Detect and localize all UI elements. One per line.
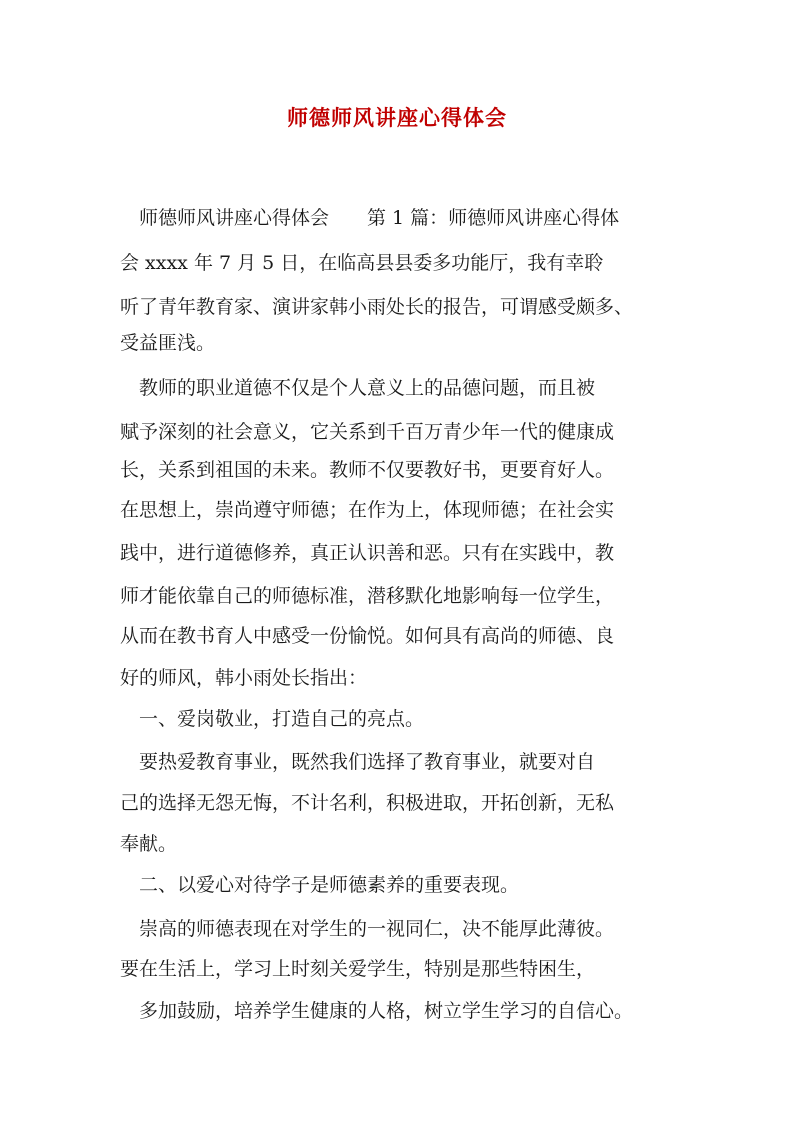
paragraph-line: 长，关系到祖国的未来。教师不仅要教好书，更要育好人。 <box>120 459 615 481</box>
paragraph-line: 要热爱教育事业，既然我们选择了教育事业，就要对自 <box>120 751 596 773</box>
paragraph-line: 会 xxxx 年 7 月 5 日，在临高县县委多功能厅，我有幸聆 <box>120 252 604 274</box>
paragraph-line: 奉献。 <box>120 833 178 855</box>
paragraph-line: 赋予深刻的社会意义，它关系到千百万青少年一代的健康成 <box>120 421 615 443</box>
paragraph-line: 要在生活上，学习上时刻关爱学生，特别是那些特困生， <box>120 958 596 980</box>
paragraph-line: 崇高的师德表现在对学生的一视同仁，决不能厚此薄彼。 <box>120 918 615 940</box>
paragraph-line: 从而在教书育人中感受一份愉悦。如何具有高尚的师德、良 <box>120 625 615 647</box>
section-heading: 一、爱岗敬业，打造自己的亮点。 <box>120 708 425 730</box>
document-title: 师德师风讲座心得体会 <box>287 105 507 130</box>
paragraph-line: 师才能依靠自己的师德标准，潜移默化地影响每一位学生， <box>120 585 615 607</box>
paragraph-line: 多加鼓励，培养学生健康的人格，树立学生学习的自信心。 <box>120 1000 634 1022</box>
paragraph-line: 受益匪浅。 <box>120 332 216 354</box>
paragraph-line: 在思想上，崇尚遵守师德；在作为上，体现师德；在社会实 <box>120 499 615 521</box>
paragraph-line: 己的选择无怨无悔，不计名利，积极进取，开拓创新，无私 <box>120 792 615 814</box>
paragraph-line: 好的师风，韩小雨处长指出： <box>120 667 368 689</box>
paragraph-line: 践中，进行道德修养，真正认识善和恶。只有在实践中，教 <box>120 542 615 564</box>
section-heading: 二、以爱心对待学子是师德素养的重要表现。 <box>120 874 520 896</box>
paragraph-line: 听了青年教育家、演讲家韩小雨处长的报告，可谓感受颇多、 <box>120 296 634 318</box>
paragraph-line: 教师的职业道德不仅是个人意义上的品德问题，而且被 <box>120 377 596 399</box>
paragraph-line: 师德师风讲座心得体会 第 1 篇：师德师风讲座心得体 <box>120 207 620 229</box>
